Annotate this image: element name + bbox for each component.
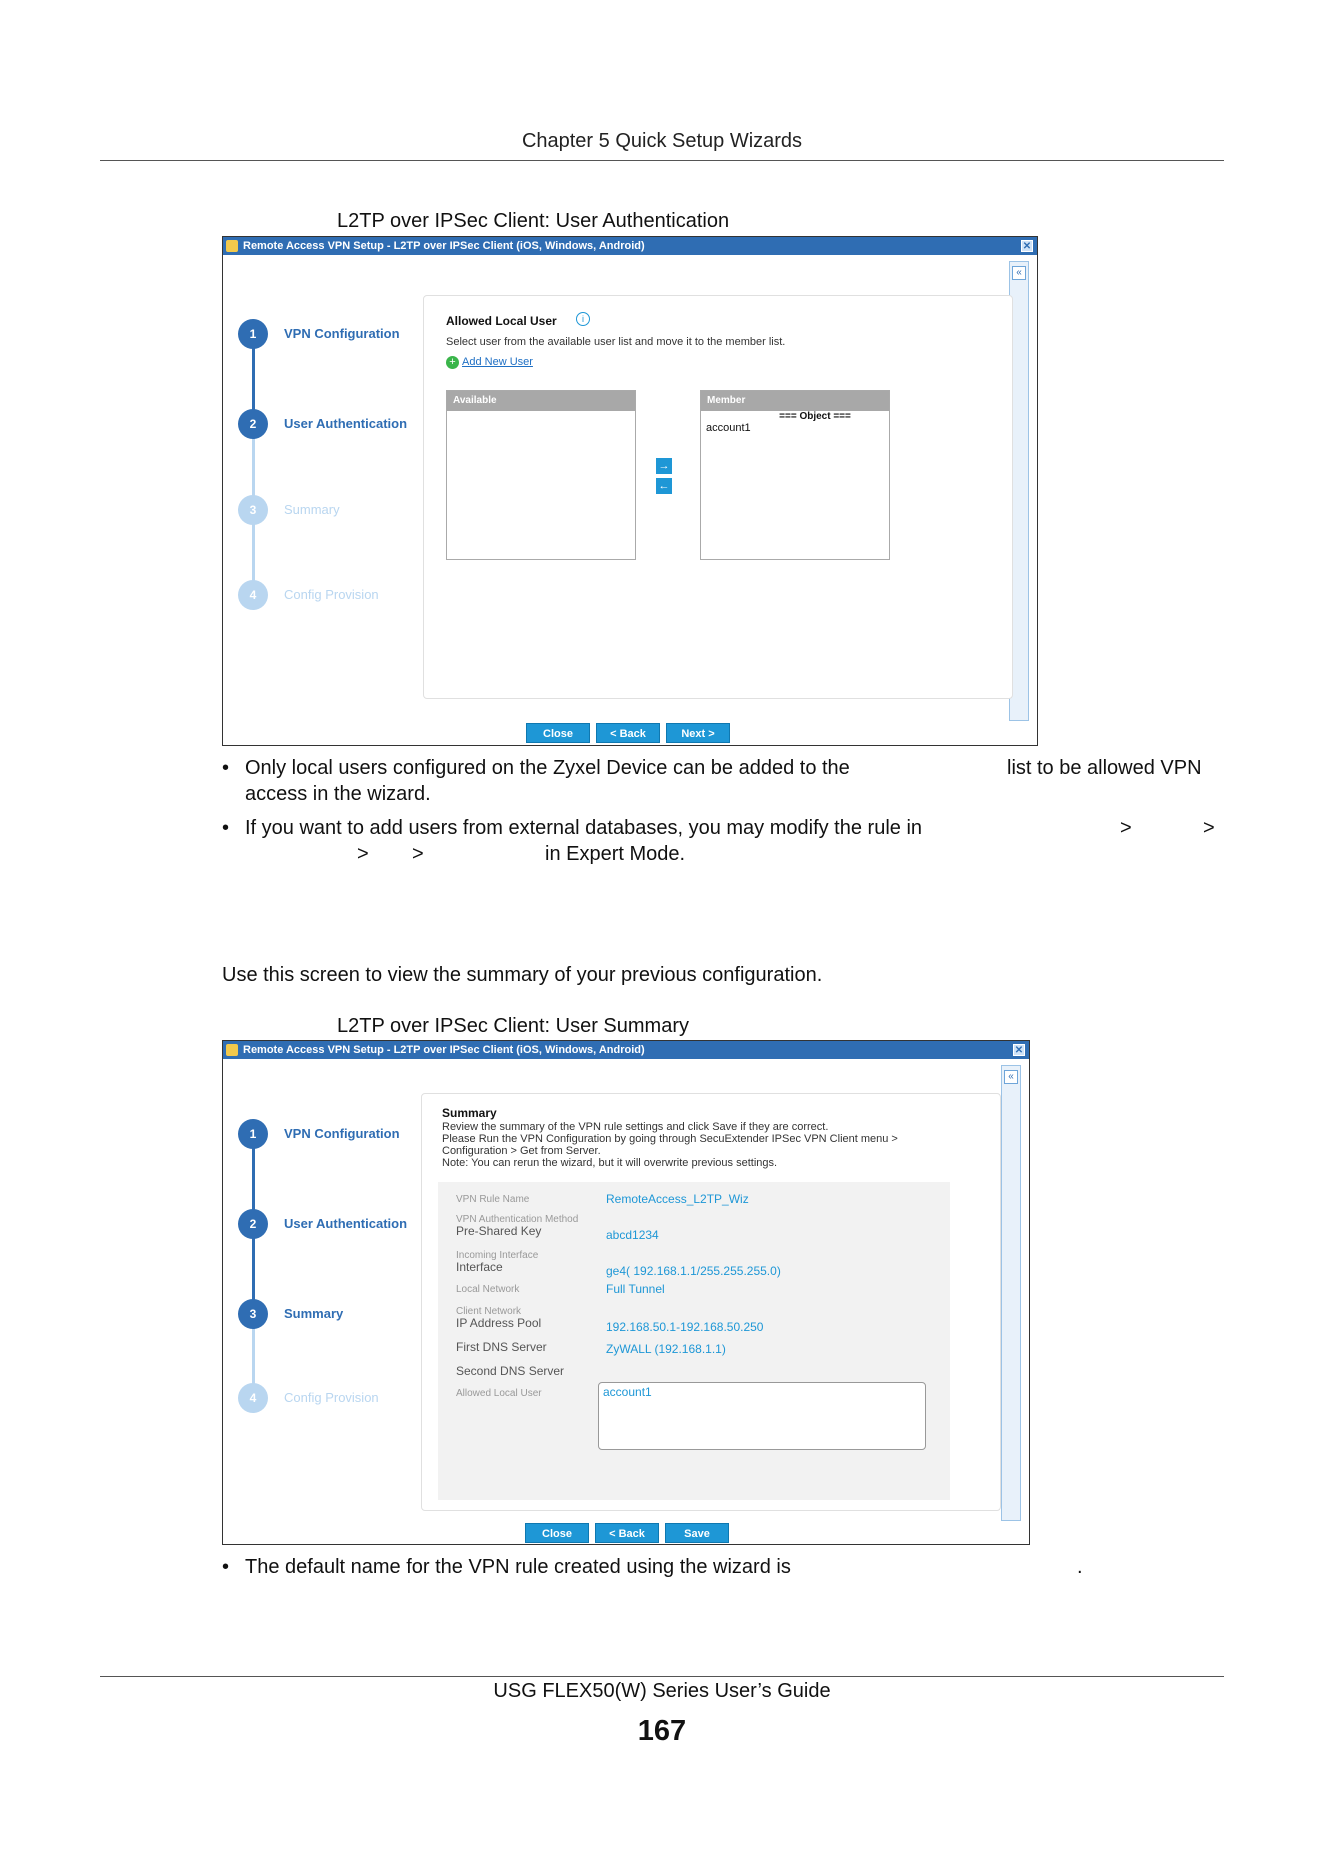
intro-text: Use this screen to view the summary of your previous configuration.	[222, 964, 823, 986]
allowed-user-panel	[423, 295, 1013, 699]
instruction-text: Select user from the available user list and move it to the member list.	[446, 336, 786, 348]
local-network-value: Full Tunnel	[606, 1282, 665, 1296]
app-icon	[226, 240, 238, 252]
menu-separator: >	[1120, 817, 1132, 839]
next-button[interactable]: Next >	[666, 723, 730, 743]
psk-value: abcd1234	[606, 1228, 659, 1242]
step-label: Summary	[284, 502, 340, 517]
chapter-header: Chapter 5 Quick Setup Wizards	[521, 130, 803, 152]
app-icon	[226, 1044, 238, 1056]
step-number: 4	[238, 1383, 268, 1413]
step-number: 2	[238, 1209, 268, 1239]
page-number: 167	[637, 1715, 687, 1747]
available-header: Available	[447, 391, 635, 411]
dns1-label: First DNS Server	[456, 1340, 547, 1354]
bullet1-line2: access in the wizard.	[245, 783, 431, 805]
add-new-user-link[interactable]: Add New User	[462, 356, 533, 368]
collapse-icon[interactable]: «	[1012, 266, 1026, 280]
interface-value: ge4( 192.168.1.1/255.255.255.0)	[606, 1264, 781, 1278]
ip-pool-label: IP Address Pool	[456, 1316, 542, 1330]
step-number: 4	[238, 580, 268, 610]
back-button[interactable]: < Back	[595, 1523, 659, 1543]
wizard-window-auth	[222, 236, 1038, 746]
summary-fields-area	[438, 1182, 950, 1500]
figure2-caption: L2TP over IPSec Client: User Summary	[337, 1015, 689, 1037]
auth-method-label: VPN Authentication Method	[456, 1214, 579, 1225]
header-rule	[100, 160, 1224, 161]
window-title-bar	[223, 1041, 1029, 1059]
summary-line: Note: You can rerun the wizard, but it will overwrite previous settings.	[442, 1157, 778, 1169]
step-number: 3	[238, 1299, 268, 1329]
ip-pool-value: 192.168.50.1-192.168.50.250	[606, 1320, 764, 1334]
close-icon[interactable]: ✕	[1022, 241, 1032, 252]
wizard-window-summary	[222, 1040, 1030, 1545]
move-left-button[interactable]: ←	[656, 478, 672, 494]
scrollbar[interactable]	[1001, 1065, 1021, 1521]
save-button[interactable]: Save	[665, 1523, 729, 1543]
step-label: VPN Configuration	[284, 1126, 400, 1141]
summary-description	[442, 1121, 898, 1169]
window-title: Remote Access VPN Setup - L2TP over IPSec Client (iOS, Windows, Android)	[243, 240, 645, 252]
close-button[interactable]: Close	[526, 723, 590, 743]
bullet3-text: The default name for the VPN rule created using the wizard is	[245, 1556, 791, 1578]
allowed-user-box	[598, 1382, 926, 1450]
rule-name-value: RemoteAccess_L2TP_Wiz	[606, 1192, 749, 1206]
menu-separator: >	[412, 843, 424, 865]
member-item[interactable]: account1	[706, 422, 751, 434]
footer-rule	[100, 1676, 1224, 1677]
bullet1-tail: list to be allowed VPN	[1007, 757, 1202, 779]
collapse-icon[interactable]: «	[1004, 1070, 1018, 1084]
summary-line: Configuration > Get from Server.	[442, 1145, 601, 1157]
step-number: 3	[238, 495, 268, 525]
bullet-marker: •	[222, 1556, 230, 1578]
close-button[interactable]: Close	[525, 1523, 589, 1543]
member-list[interactable]	[700, 390, 890, 560]
step-label: Summary	[284, 1306, 344, 1321]
step-label: Config Provision	[284, 587, 379, 602]
rule-name-label: VPN Rule Name	[456, 1194, 530, 1205]
bullet2-line2-end: in Expert Mode.	[545, 843, 686, 865]
summary-line: Please Run the VPN Configuration by going through SecuExtender IPSec VPN Client menu >	[442, 1133, 898, 1145]
section-title: Allowed Local User	[446, 314, 557, 328]
bullet-marker: •	[222, 757, 230, 779]
member-header: Member	[701, 391, 889, 411]
client-network-label: Client Network	[456, 1306, 522, 1317]
info-icon[interactable]: i	[576, 312, 590, 326]
step-label: User Authentication	[284, 416, 408, 431]
bullet3-end: .	[1077, 1556, 1083, 1578]
psk-label: Pre-Shared Key	[456, 1224, 542, 1238]
close-icon[interactable]: ✕	[1014, 1045, 1024, 1056]
summary-title: Summary	[442, 1106, 497, 1120]
menu-separator: >	[357, 843, 369, 865]
local-network-label: Local Network	[456, 1284, 520, 1295]
step-label: User Authentication	[284, 1216, 408, 1231]
summary-panel	[421, 1093, 1001, 1511]
back-button[interactable]: < Back	[596, 723, 660, 743]
bullet-marker: •	[222, 817, 230, 839]
allowed-user-label: Allowed Local User	[456, 1388, 542, 1399]
dns1-value: ZyWALL (192.168.1.1)	[606, 1342, 726, 1356]
move-right-button[interactable]: →	[656, 458, 672, 474]
allowed-user-value: account1	[603, 1385, 652, 1399]
add-icon[interactable]: +	[446, 356, 459, 369]
window-title: Remote Access VPN Setup - L2TP over IPSec Client (iOS, Windows, Android)	[243, 1044, 645, 1056]
summary-line: Review the summary of the VPN rule settings and click Save if they are correct.	[442, 1121, 829, 1133]
footer-guide-title: USG FLEX50(W) Series User’s Guide	[493, 1680, 831, 1702]
bullet2-line1: If you want to add users from external databases, you may modify the rule in	[245, 817, 923, 839]
member-object-group: === Object ===	[779, 411, 851, 422]
step-number: 1	[238, 319, 268, 349]
step-label: Config Provision	[284, 1390, 379, 1405]
step-number: 2	[238, 409, 268, 439]
figure1-caption: L2TP over IPSec Client: User Authentication	[337, 210, 730, 232]
step-number: 1	[238, 1119, 268, 1149]
bullet1-line1: Only local users configured on the Zyxel Device can be added to the	[245, 757, 850, 779]
incoming-interface-label: Incoming Interface	[456, 1250, 539, 1261]
interface-label: Interface	[456, 1260, 503, 1274]
window-title-bar	[223, 237, 1037, 255]
dns2-label: Second DNS Server	[456, 1364, 565, 1378]
available-list[interactable]	[446, 390, 636, 560]
step-label: VPN Configuration	[284, 326, 400, 341]
menu-separator: >	[1203, 817, 1215, 839]
